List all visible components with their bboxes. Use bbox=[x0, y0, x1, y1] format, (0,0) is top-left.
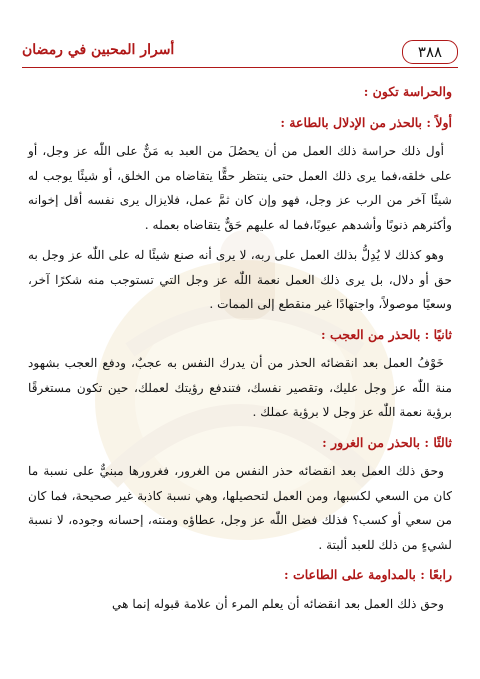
page-body bbox=[28, 80, 452, 622]
header-divider bbox=[22, 67, 458, 68]
paragraph: وحق ذلك العمل بعد انقضائه أن يعلم المرء أن علامة قبوله إنما هي bbox=[111, 596, 444, 611]
paragraph: خَوْفُ العمل بعد انقضائه الحذر من أن يدرك النفس به عجبٌ، ودفع العجب بشهود منة اللّٰه عز وجل عليك، وتقصير نفسك، فتندفع رؤيتك لعملك، حين تكون مستغرقًا برؤية نعمة اللّٰه عز وجل لا برؤية عملك . bbox=[28, 356, 452, 419]
section-heading-first: أولاً : بالحذر من الإدلال بالطاعة : bbox=[280, 114, 452, 130]
intro-heading: والحراسة تكون : bbox=[363, 84, 452, 99]
running-title: أسرار المحبين في رمضان bbox=[22, 42, 175, 58]
paragraph: وحق ذلك العمل بعد انقضائه حذر النفس من الغرور، فغرورها مبنيٌّ على نسبة ما كان من السعي لكسبها، ومن العمل لتحصيلها، وهي نسبة كاذبة غير صحيحة، فما كان من سعي أو كسب؟ فذلك فضل اللّٰه عز وجل، عطاؤه ومنته، إحسانه وجوده، لا نسبة لشيءٍ من ذلك للعبد ألبتة . bbox=[28, 464, 452, 552]
paragraph: وهو كذلك لا يُدِلُّ بذلك العمل على ربه، لا يرى أنه صنع شيئًا له على اللّٰه عز وجل به حق أو دلال، بل يرى ذلك العمل نعمة اللّٰه عز وجل التي تستوجب منه شكرًا آخر، وسعيًا موصولاً، واجتهادًا غير منقطع إلى الممات . bbox=[28, 248, 452, 311]
section-heading-second: ثانيًا : بالحذر من العجب : bbox=[321, 326, 452, 342]
paragraph: أول ذلك حراسة ذلك العمل من أن يحصُلَ من العبد به مَنٌّ على اللّٰه عز وجل، أو على خلقه،فما يرى ذلك العمل حتى ينتظر حقًّا يتقاضاه من الخلق، أو شيئًا يوجب له شيئًا آخر من الرب عز وجل، فهو وإن كان ثمَّ عمل، فلايزال يرى نفسه أقل إخوانه وأكثرهم ذنوبًا وأشدهم عيوبًا،فما له عليهم حَقٌّ يتقاضاه بعمله . bbox=[28, 144, 452, 232]
page-number: ٣٨٨ bbox=[402, 40, 458, 64]
page-header bbox=[22, 40, 458, 68]
section-heading-fourth: رابعًا : بالمداومة على الطاعات : bbox=[284, 567, 452, 582]
section-heading-third: ثالثًا : بالحذر من الغرور : bbox=[322, 434, 452, 450]
